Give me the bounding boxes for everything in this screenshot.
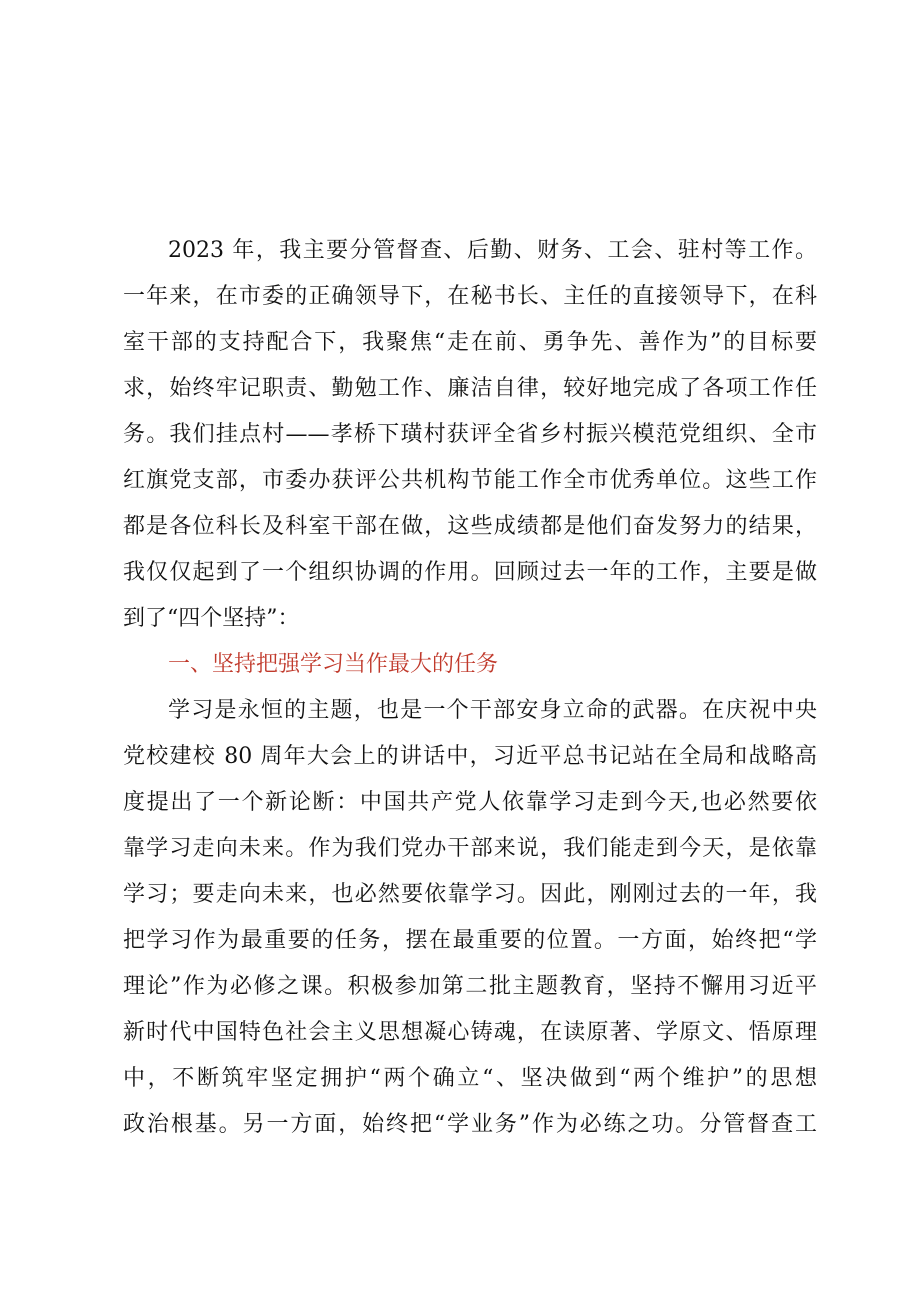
paragraph-line: 务。我们挂点村——孝桥下璜村获评全省乡村振兴模范党组织、全市 [123,422,817,447]
paragraph-line: 中，不断筑牢坚定拥护“两个确立“、坚决做到“两个维护”的思想 [123,1066,817,1091]
paragraph-line: 2023 年，我主要分管督查、后勤、财务、工会、驻村等工作。 [168,238,817,263]
paragraph-line: 一年来，在市委的正确领导下，在秘书长、主任的直接领导下，在科 [123,284,817,309]
paragraph-line: 求，始终牢记职责、勤勉工作、廉洁自律，较好地完成了各项工作任 [123,376,817,401]
paragraph-line: 新时代中国特色社会主义思想凝心铸魂，在读原著、学原文、悟原理 [123,1020,817,1045]
paragraph-line: 我仅仅起到了一个组织协调的作用。回顾过去一年的工作，主要是做 [123,560,817,585]
paragraph-line: 室干部的支持配合下，我聚焦“走在前、勇争先、善作为”的目标要 [123,330,817,355]
paragraph-line: 政治根基。另一方面，始终把“学业务”作为必练之功。分管督查工 [123,1112,817,1137]
paragraph-line: 都是各位科长及科室干部在做，这些成绩都是他们奋发努力的结果， [123,514,817,539]
paragraph-line: 党校建校 80 周年大会上的讲话中，习近平总书记站在全局和战略高 [123,744,817,769]
paragraph-line: 红旗党支部，市委办获评公共机构节能工作全市优秀单位。这些工作 [123,468,817,493]
paragraph-line: 理论”作为必修之课。积极参加第二批主题教育，坚持不懈用习近平 [123,974,817,999]
paragraph-line: 学习；要走向未来，也必然要依靠学习。因此，刚刚过去的一年，我 [123,882,817,907]
paragraph-line: 到了“四个坚持”： [123,606,300,631]
paragraph-line: 度提出了一个新论断：中国共产党人依靠学习走到今天,也必然要依 [123,790,817,815]
paragraph-line: 把学习作为最重要的任务，摆在最重要的位置。一方面，始终把“学 [123,928,817,953]
paragraph-line: 靠学习走向未来。作为我们党办干部来说，我们能走到今天，是依靠 [123,836,817,861]
paragraph-line: 学习是永恒的主题，也是一个干部安身立命的武器。在庆祝中央 [168,698,817,723]
section-heading: 一、坚持把强学习当作最大的任务 [168,652,499,677]
